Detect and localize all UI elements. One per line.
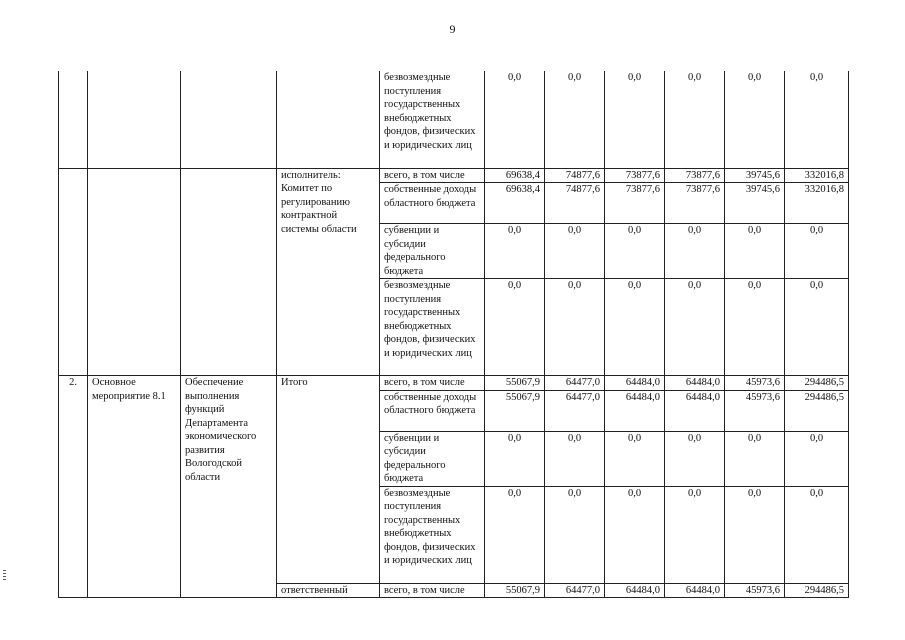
cell-value-2022: 0,0 bbox=[545, 431, 605, 486]
cell-value-2024: 0,0 bbox=[665, 279, 725, 376]
cell-value-2023: 73877,6 bbox=[605, 168, 665, 183]
table-row bbox=[59, 376, 849, 391]
cell-no: 2. bbox=[59, 376, 88, 598]
cell-value-2024: 64484,0 bbox=[665, 390, 725, 431]
cell-value-2022: 74877,6 bbox=[545, 168, 605, 183]
cell-value-2021: 0,0 bbox=[485, 71, 545, 168]
cell-value-2023: 73877,6 bbox=[605, 183, 665, 224]
cell-value-2022: 0,0 bbox=[545, 224, 605, 279]
cell-value-2024: 0,0 bbox=[665, 71, 725, 168]
cell-value-total: 0,0 bbox=[785, 71, 849, 168]
cell-value-2024: 64484,0 bbox=[665, 583, 725, 598]
cell-value-2025: 39745,6 bbox=[725, 168, 785, 183]
cell-value-2024: 0,0 bbox=[665, 431, 725, 486]
cell-value-2023: 64484,0 bbox=[605, 376, 665, 391]
cell-value-2021: 55067,9 bbox=[485, 376, 545, 391]
cell-value-2025: 0,0 bbox=[725, 279, 785, 376]
cell-value-2021: 55067,9 bbox=[485, 583, 545, 598]
financing-table bbox=[58, 71, 849, 598]
cell-value-2024: 73877,6 bbox=[665, 168, 725, 183]
cell-value-2022: 0,0 bbox=[545, 486, 605, 583]
cell-no bbox=[59, 168, 88, 376]
cell-event: Основное мероприятие 8.1 bbox=[88, 376, 181, 598]
cell-source: безвозмездные поступления государственных внебюджетных фондов, физических и юридических лиц bbox=[380, 71, 485, 168]
scan-margin-marks bbox=[3, 570, 6, 582]
table-row bbox=[59, 71, 849, 168]
cell-value-2025: 45973,6 bbox=[725, 390, 785, 431]
cell-value-2025: 0,0 bbox=[725, 224, 785, 279]
cell-executor bbox=[181, 168, 277, 376]
cell-responsible: Итого bbox=[277, 376, 380, 584]
cell-source: собственные доходы областного бюджета bbox=[380, 390, 485, 431]
cell-value-2025: 0,0 bbox=[725, 431, 785, 486]
table-row bbox=[59, 168, 849, 183]
cell-value-2021: 0,0 bbox=[485, 224, 545, 279]
cell-value-2021: 55067,9 bbox=[485, 390, 545, 431]
cell-value-2022: 0,0 bbox=[545, 279, 605, 376]
cell-source: всего, в том числе bbox=[380, 376, 485, 391]
cell-value-2023: 64484,0 bbox=[605, 390, 665, 431]
cell-no bbox=[59, 71, 88, 168]
cell-executor bbox=[181, 71, 277, 168]
cell-value-2023: 0,0 bbox=[605, 431, 665, 486]
cell-value-2021: 0,0 bbox=[485, 486, 545, 583]
cell-responsible bbox=[277, 71, 380, 168]
cell-responsible: ответственный bbox=[277, 583, 380, 598]
cell-source: всего, в том числе bbox=[380, 583, 485, 598]
cell-value-total: 332016,8 bbox=[785, 168, 849, 183]
cell-value-total: 294486,5 bbox=[785, 376, 849, 391]
cell-value-total: 0,0 bbox=[785, 224, 849, 279]
cell-value-2024: 0,0 bbox=[665, 486, 725, 583]
cell-value-2023: 0,0 bbox=[605, 224, 665, 279]
cell-value-2021: 69638,4 bbox=[485, 168, 545, 183]
cell-value-total: 0,0 bbox=[785, 486, 849, 583]
cell-source: субвенции и субсидии федерального бюджета bbox=[380, 431, 485, 486]
cell-value-2023: 64484,0 bbox=[605, 583, 665, 598]
cell-value-2022: 74877,6 bbox=[545, 183, 605, 224]
cell-value-2025: 45973,6 bbox=[725, 376, 785, 391]
cell-value-2023: 0,0 bbox=[605, 279, 665, 376]
cell-value-2025: 0,0 bbox=[725, 71, 785, 168]
cell-value-2022: 64477,0 bbox=[545, 376, 605, 391]
cell-value-2025: 0,0 bbox=[725, 486, 785, 583]
cell-value-2024: 0,0 bbox=[665, 224, 725, 279]
cell-value-2022: 0,0 bbox=[545, 71, 605, 168]
cell-value-2021: 0,0 bbox=[485, 431, 545, 486]
cell-value-2023: 0,0 bbox=[605, 486, 665, 583]
cell-source: субвенции и субсидии федерального бюджета bbox=[380, 224, 485, 279]
cell-value-total: 294486,5 bbox=[785, 583, 849, 598]
cell-value-2021: 69638,4 bbox=[485, 183, 545, 224]
cell-event bbox=[88, 168, 181, 376]
cell-value-total: 294486,5 bbox=[785, 390, 849, 431]
cell-value-2024: 64484,0 bbox=[665, 376, 725, 391]
cell-value-2022: 64477,0 bbox=[545, 583, 605, 598]
cell-source: всего, в том числе bbox=[380, 168, 485, 183]
cell-value-2025: 39745,6 bbox=[725, 183, 785, 224]
cell-value-2022: 64477,0 bbox=[545, 390, 605, 431]
cell-source: безвозмездные поступления государственных внебюджетных фондов, физических и юридических лиц bbox=[380, 486, 485, 583]
cell-event bbox=[88, 71, 181, 168]
cell-executor: Обеспечение выполнения функций Департамента экономического развития Вологодской области bbox=[181, 376, 277, 598]
page-number: 9 bbox=[449, 22, 456, 36]
cell-source: безвозмездные поступления государственных внебюджетных фондов, физических и юридических лиц bbox=[380, 279, 485, 376]
cell-value-2025: 45973,6 bbox=[725, 583, 785, 598]
cell-value-2023: 0,0 bbox=[605, 71, 665, 168]
cell-value-total: 0,0 bbox=[785, 431, 849, 486]
cell-value-total: 0,0 bbox=[785, 279, 849, 376]
cell-value-2024: 73877,6 bbox=[665, 183, 725, 224]
cell-value-2021: 0,0 bbox=[485, 279, 545, 376]
cell-responsible: исполнитель: Комитет по регулированию контрактной системы области bbox=[277, 168, 380, 376]
cell-source: собственные доходы областного бюджета bbox=[380, 183, 485, 224]
cell-value-total: 332016,8 bbox=[785, 183, 849, 224]
